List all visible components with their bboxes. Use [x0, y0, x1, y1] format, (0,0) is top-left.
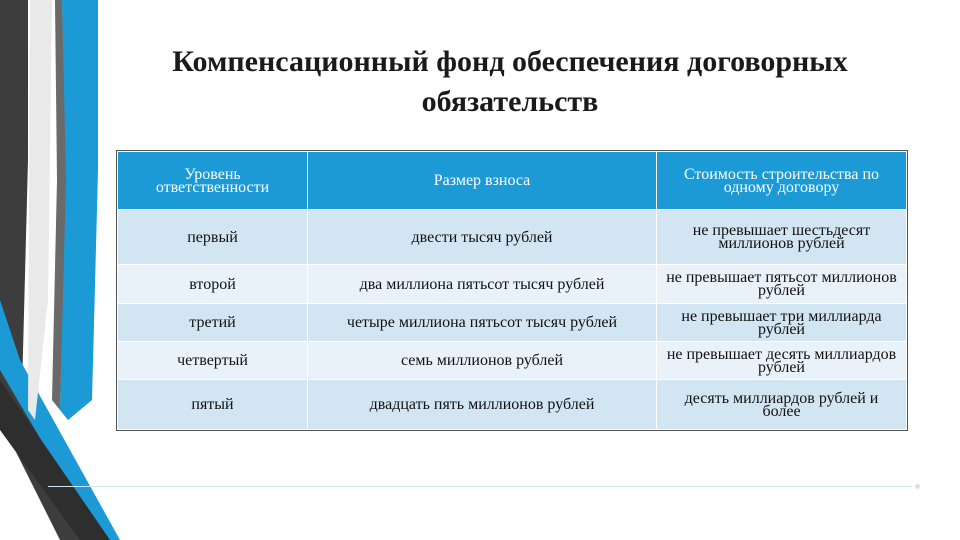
table-row — [118, 265, 907, 304]
cell-level: второй — [118, 265, 308, 304]
cell-fee: семь миллионов рублей — [308, 342, 657, 380]
table-header-row — [118, 152, 907, 210]
cell-cost: не превышает десять миллиардов рублей — [657, 342, 907, 380]
cell-cost: не превышает три миллиарда рублей — [657, 304, 907, 342]
cell-fee: четыре миллиона пятьсот тысяч рублей — [308, 304, 657, 342]
footer-dot — [915, 484, 920, 489]
page-title — [130, 42, 890, 122]
table-row — [118, 342, 907, 380]
cell-cost: не превышает пятьсот миллионов рублей — [657, 265, 907, 304]
cell-level: пятый — [118, 380, 308, 430]
cell-fee: двести тысяч рублей — [308, 210, 657, 265]
light-stripe — [28, 0, 52, 420]
cell-level: четвертый — [118, 342, 308, 380]
header-level: Уровень ответственности — [118, 152, 308, 210]
title-line-2: обязательств — [421, 85, 599, 118]
table-row — [118, 210, 907, 265]
cell-cost: десять миллиардов рублей и более — [657, 380, 907, 430]
compensation-fund-table — [117, 151, 907, 430]
table-row — [118, 304, 907, 342]
header-cost: Стоимость строительства по одному договору — [657, 152, 907, 210]
cell-fee: два миллиона пятьсот тысяч рублей — [308, 265, 657, 304]
cell-cost: не превышает шестьдесят миллионов рублей — [657, 210, 907, 265]
cell-fee: двадцать пять миллионов рублей — [308, 380, 657, 430]
title-line-1: Компенсационный фонд обеспечения договорных — [172, 45, 848, 78]
blue-stripe — [60, 0, 98, 420]
cell-level: третий — [118, 304, 308, 342]
footer-divider — [48, 486, 912, 487]
header-fee: Размер взноса — [308, 152, 657, 210]
cell-level: первый — [118, 210, 308, 265]
table-row — [118, 380, 907, 430]
